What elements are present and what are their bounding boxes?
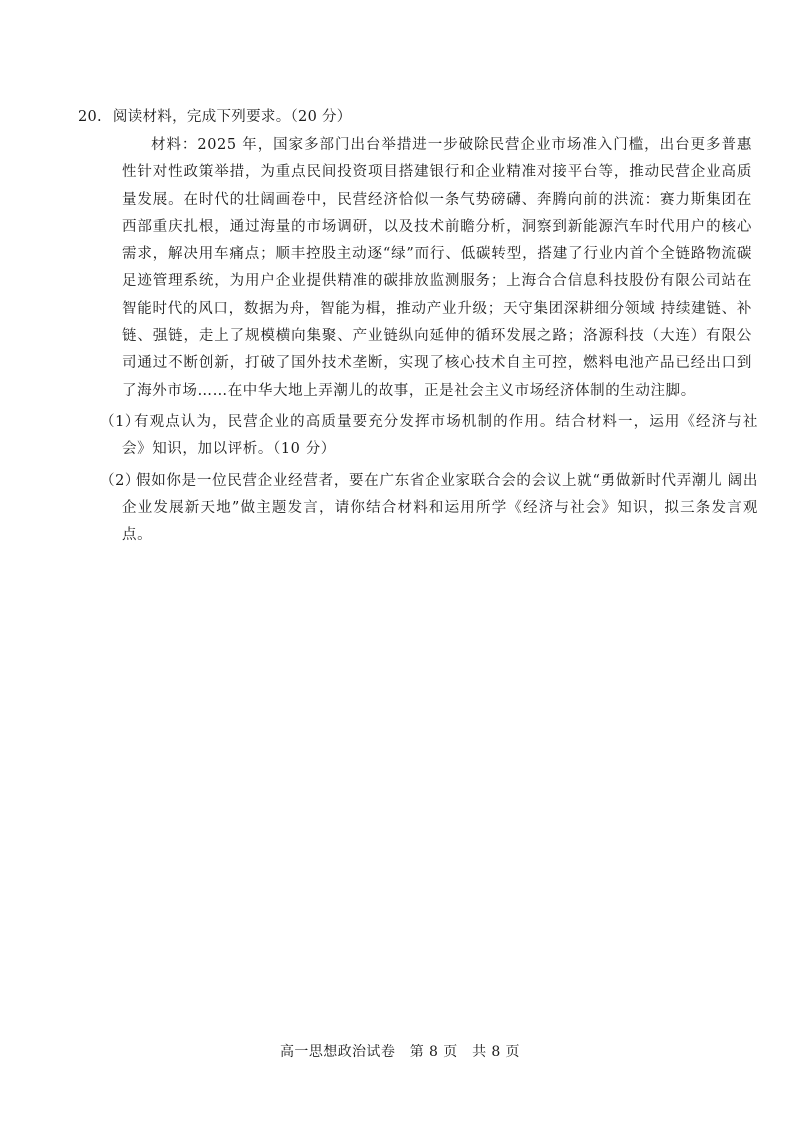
page-footer: 高一思想政治试卷 第 8 页 共 8 页 xyxy=(280,1044,520,1060)
sub-question-1 xyxy=(78,409,758,464)
sub-question-number: （1） xyxy=(100,413,141,430)
sub-question-text: 有观点认为，民营企业的高质量要充分发挥市场机制的作用。结合材料一，运用《经济与社会》知识，加以评析。（10 分） xyxy=(122,413,758,458)
question-instruction: 阅读材料，完成下列要求。（20 分） xyxy=(112,109,352,125)
material-paragraph: 材料：2025 年，国家多部门出台举措进一步破除民营企业市场准入门槛，出台更多普惠性针对性政策举措，为重点民间投资项目搭建银行和企业精准对接平台等，推动民营企业高质量发展。在时代的壮阔画卷中，民营经济恰似一条气势磅礴、奔腾向前的洪流：赛力斯集团在西部重庆扎根，通过海量的市场调研，以及技术前瞻分析，洞察到新能源汽车时代用户的核心需求，解决用车痛点；顺丰控股主动逐“绿”而行、低碳转型，搭建了行业内首个全链路物流碳足迹管理系统，为用户企业提供精准的碳排放监测服务；上海合合信息科技股份有限公司站在智能时代的风口，数据为舟，智能为楫，推动产业升级；天守集团深耕细分领域 持续建链、补链、强链，走上了规模横向集聚、产业链纵向延伸的循环发展之路；洛源科技（大连）有限公司通过不断创新，打破了国外技术垄断，实现了核心技术自主可控，燃料电池产品已经出口到了海外市场……在中华大地上弄潮儿的故事，正是社会主义市场经济体制的生动注脚。 xyxy=(122,137,752,399)
sub-question-text: 假如你是一位民营企业经营者，要在广东省企业家联合会的会议上就“勇做新时代弄潮儿 阔出企业发展新天地”做主题发言，请你结合材料和运用所学《经济与社会》知识，拟三条发言观点。 xyxy=(122,472,758,544)
sub-question-number: （2） xyxy=(100,472,141,489)
question-20 xyxy=(78,106,758,549)
question-number: 20. xyxy=(78,109,102,125)
sub-question-2 xyxy=(78,468,758,550)
question-header xyxy=(78,106,758,128)
